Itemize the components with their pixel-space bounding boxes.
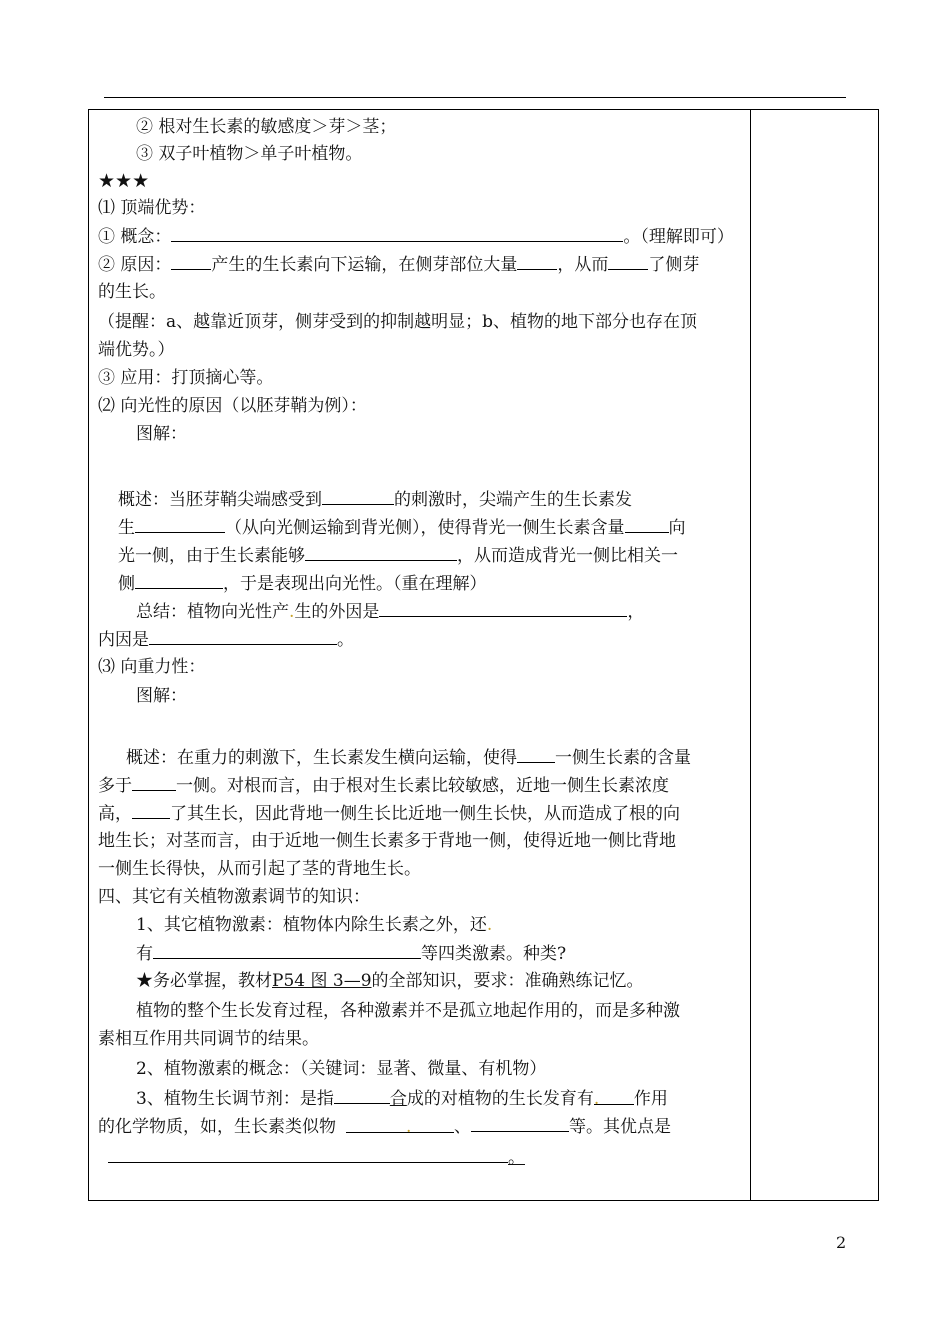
text-line [98, 224, 734, 249]
fill-blank[interactable] [153, 941, 421, 959]
fill-blank[interactable] [135, 571, 223, 589]
text: 成的对植物的生长发育有 [406, 1089, 594, 1109]
text-line [136, 999, 680, 1023]
fill-blank[interactable] [471, 1114, 569, 1132]
fill-blank[interactable] [171, 224, 623, 242]
fill-blank[interactable] [517, 252, 557, 270]
mark-dot: . [593, 1089, 600, 1109]
text-line [108, 1145, 525, 1170]
text: ★务必掌握，教材 [136, 971, 272, 991]
section-heading [98, 196, 205, 220]
text: ， [627, 602, 645, 622]
text: 的全部知识，要求：准确熟练记忆。 [371, 971, 644, 991]
text: 生的外因是 [294, 602, 380, 622]
text: ⑵ 向光性的原因（以胚芽鞘为例）： [98, 396, 367, 416]
text-line [98, 310, 697, 334]
text: 。（理解即可） [623, 227, 734, 247]
fill-blank[interactable] [593, 1087, 634, 1109]
text: 总结：植物向光性产 [136, 602, 289, 622]
star-rating [98, 169, 149, 193]
text: 地生长；对茎而言，由于近地一侧生长素多于背地一侧，使得近地一侧比背地 [98, 831, 676, 851]
text: 产生的生长素向下运输，在侧芽部位大量 [211, 255, 518, 275]
text: 内因是 [98, 630, 149, 650]
text-line [136, 142, 362, 166]
mark-dot: . [289, 602, 295, 622]
text: 图解： [136, 686, 187, 706]
text-line [136, 913, 492, 937]
text-line [136, 969, 644, 993]
text: 2、植物激素的概念：（关键词：显著、微量、有机物） [136, 1059, 547, 1079]
text: 植物的整个生长发育过程，各种激素并不是孤立地起作用的，而是多种激 [136, 1001, 680, 1021]
fill-blank[interactable] [171, 252, 211, 270]
fill-blank[interactable] [346, 1115, 454, 1137]
stars: ★★★ [98, 170, 150, 192]
text: 素相互作用共同调节的结果。 [98, 1029, 319, 1049]
text: 多于 [98, 776, 132, 796]
text-line [98, 1027, 319, 1051]
text: 、 [454, 1117, 471, 1137]
text-line [98, 366, 273, 390]
fill-blank[interactable] [379, 599, 627, 617]
fill-blank[interactable] [334, 1086, 390, 1104]
text-line [136, 941, 566, 966]
text: 向 [668, 518, 686, 538]
text-line [98, 829, 676, 853]
fill-blank[interactable] [305, 543, 457, 561]
text: 端优势。） [98, 340, 175, 360]
fill-blank[interactable] [322, 487, 394, 505]
text: 图解： [136, 424, 187, 444]
fill-blank[interactable] [135, 515, 225, 533]
text-line [98, 801, 680, 826]
fill-blank[interactable] [608, 252, 648, 270]
text: 一侧。对根而言，由于根对生长素比较敏感，近地一侧生长素浓度 [176, 776, 669, 796]
text: 一侧生长得快，从而引起了茎的背地生长。 [98, 859, 421, 879]
text: 一侧生长素的含量 [555, 748, 691, 768]
text: ，从而造成背光一侧比相关一 [457, 546, 678, 566]
text: （从向光侧运输到背光侧），使得背光一侧生长素含量 [225, 518, 625, 538]
text: ，于是表现出向光性。（重在理解） [223, 574, 487, 594]
text-line [98, 773, 669, 798]
textbook-reference: P54 图 3—9 [272, 971, 372, 991]
text-line [136, 1057, 546, 1081]
text: ⑴ 顶端优势： [98, 198, 206, 218]
text-line [118, 571, 487, 596]
text: 的生长。 [98, 282, 166, 302]
fill-blank[interactable] [625, 515, 669, 533]
text: 3、植物生长调节剂：是指 [136, 1089, 334, 1109]
text: 的刺激时，尖端产生的生长素发 [394, 490, 632, 510]
text: 高， [98, 804, 132, 824]
text: 作用 [633, 1089, 668, 1109]
page-number: 2 [836, 1233, 847, 1252]
text-line [136, 599, 644, 624]
mark-dot: . [486, 915, 493, 935]
fill-blank[interactable] [149, 627, 337, 645]
text-line [118, 543, 678, 568]
text-line [136, 684, 187, 708]
text-line [98, 1114, 671, 1139]
header-rule [104, 97, 846, 98]
column-divider [750, 109, 751, 1201]
text: 概述：当胚芽鞘尖端感受到 [118, 490, 322, 510]
section-heading [98, 394, 367, 418]
text: ⑶ 向重力性： [98, 657, 206, 677]
text: 有 [136, 944, 153, 964]
text-line [98, 280, 166, 304]
fill-blank[interactable] [517, 745, 555, 763]
text-line [118, 515, 686, 540]
section-heading [98, 655, 205, 679]
text-line [136, 1086, 668, 1111]
text: 合 [389, 1089, 407, 1109]
text-line [126, 745, 691, 770]
text-line [98, 252, 699, 277]
text: 生 [118, 518, 135, 538]
text: ② 原因： [98, 255, 172, 275]
fill-blank[interactable] [132, 801, 170, 819]
text: 四、其它有关植物激素调节的知识： [98, 887, 370, 907]
text: 1、其它植物激素：植物体内除生长素之外，还 [136, 915, 487, 935]
text: 了其生长，因此背地一侧生长比近地一侧生长快，从而造成了根的向 [170, 804, 680, 824]
text-line [118, 487, 632, 512]
fill-blank[interactable] [108, 1145, 508, 1163]
text: （提醒：a、越靠近顶芽，侧芽受到的抑制越明显；b、植物的地下部分也存在顶 [98, 312, 698, 332]
text: 等四类激素。种类? [421, 944, 567, 964]
text: 了侧芽 [648, 255, 700, 275]
text: ① 概念： [98, 227, 172, 247]
fill-blank[interactable] [132, 773, 176, 791]
text: ，从而 [557, 255, 609, 275]
text: 的化学物质，如，生长素类似物 [98, 1117, 336, 1137]
text: ③ 应用：打顶摘心等。 [98, 368, 274, 388]
text-line [98, 627, 354, 652]
text-line [136, 422, 187, 446]
text-line [98, 338, 175, 362]
text-line [136, 115, 396, 139]
text: ② 根对生长素的敏感度＞芽＞茎； [136, 117, 397, 137]
text: 光一侧，由于生长素能够 [118, 546, 305, 566]
text: 。 [508, 1148, 525, 1168]
text: 概述：在重力的刺激下，生长素发生横向运输，使得 [126, 748, 517, 768]
text-line [98, 857, 421, 881]
text: ③ 双子叶植物＞单子叶植物。 [136, 144, 363, 164]
text: 等。其优点是 [569, 1117, 671, 1137]
text: 侧 [118, 574, 135, 594]
mark-dot: . [406, 1117, 412, 1137]
text: 。 [337, 630, 354, 650]
section-heading [98, 885, 370, 909]
